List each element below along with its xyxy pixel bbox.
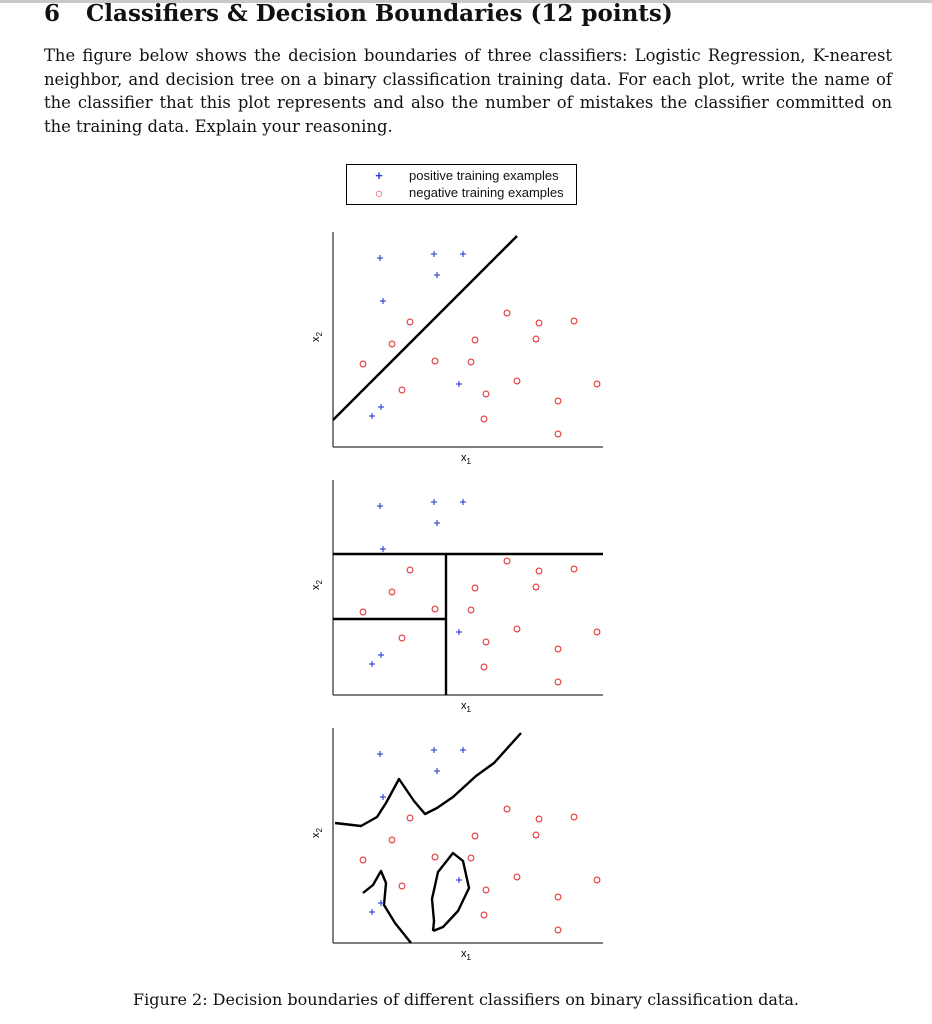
section-heading <box>44 0 673 27</box>
positive-point-1 <box>431 499 437 505</box>
positive-point-3 <box>434 272 440 278</box>
positive-point-4 <box>380 546 386 552</box>
negative-point-3 <box>571 318 577 324</box>
positive-point-6 <box>456 629 462 635</box>
figure-caption-text: Figure 2: Decision boundaries of different classifiers on binary classification data. <box>133 990 799 1009</box>
positive-point-3 <box>434 520 440 526</box>
negative-point-12 <box>594 629 600 635</box>
legend-negative-label: negative training examples <box>409 185 564 200</box>
negative-point-2 <box>536 568 542 574</box>
y-axis-label: $x_2$ <box>310 580 324 590</box>
negative-point-11 <box>514 626 520 632</box>
negative-point-2 <box>536 816 542 822</box>
negative-point-11 <box>514 874 520 880</box>
negative-point-10 <box>399 635 405 641</box>
negative-point-1 <box>504 558 510 564</box>
positive-point-0 <box>377 255 383 261</box>
negative-point-16 <box>555 431 561 437</box>
negative-point-9 <box>468 607 474 613</box>
positive-point-7 <box>369 661 375 667</box>
negative-point-0 <box>407 567 413 573</box>
y-axis-label-subscript: 2 <box>315 332 324 337</box>
negative-point-7 <box>360 361 366 367</box>
negative-point-14 <box>555 646 561 652</box>
negative-point-3 <box>571 814 577 820</box>
negative-point-8 <box>432 606 438 612</box>
legend-positive-label: positive training examples <box>409 168 559 183</box>
negative-point-13 <box>483 391 489 397</box>
section-number: 6 <box>44 0 61 27</box>
positive-point-7 <box>369 909 375 915</box>
negative-point-16 <box>555 927 561 933</box>
negative-point-5 <box>472 337 478 343</box>
negative-point-12 <box>594 877 600 883</box>
negative-point-14 <box>555 398 561 404</box>
x-axis-label: $x_1$ <box>461 948 471 962</box>
positive-point-0 <box>377 503 383 509</box>
positive-point-1 <box>431 251 437 257</box>
negative-point-5 <box>472 833 478 839</box>
negative-point-4 <box>389 341 395 347</box>
negative-point-13 <box>483 887 489 893</box>
negative-point-7 <box>360 857 366 863</box>
negative-point-13 <box>483 639 489 645</box>
x-axis-label: $x_1$ <box>461 452 471 466</box>
negative-point-4 <box>389 837 395 843</box>
negative-point-2 <box>536 320 542 326</box>
positive-point-4 <box>380 794 386 800</box>
negative-point-0 <box>407 319 413 325</box>
negative-point-0 <box>407 815 413 821</box>
negative-point-15 <box>481 912 487 918</box>
plus-marker-icon: + <box>375 168 383 183</box>
positive-point-7 <box>369 413 375 419</box>
negative-point-12 <box>594 381 600 387</box>
positive-point-2 <box>460 747 466 753</box>
positive-point-2 <box>460 499 466 505</box>
positive-point-2 <box>460 251 466 257</box>
negative-point-11 <box>514 378 520 384</box>
negative-point-15 <box>481 416 487 422</box>
decision-boundary-curve-2 <box>432 853 469 931</box>
negative-point-8 <box>432 854 438 860</box>
positive-point-5 <box>378 652 384 658</box>
negative-point-4 <box>389 589 395 595</box>
plot-axis-aligned <box>0 480 932 720</box>
negative-point-6 <box>533 832 539 838</box>
negative-point-1 <box>504 310 510 316</box>
negative-point-10 <box>399 387 405 393</box>
negative-point-6 <box>533 336 539 342</box>
circle-marker-icon: ○ <box>374 185 384 201</box>
positive-point-5 <box>378 404 384 410</box>
positive-point-3 <box>434 768 440 774</box>
plot-linear <box>0 232 932 472</box>
negative-point-1 <box>504 806 510 812</box>
section-title: Classifiers & Decision Boundaries (12 points) <box>86 0 673 27</box>
y-axis-label: $x_2$ <box>310 828 324 838</box>
plot-irregular <box>0 728 932 968</box>
decision-boundary <box>333 236 517 420</box>
negative-point-14 <box>555 894 561 900</box>
question-text: The figure below shows the decision boundaries of three classifiers: Logistic Regression, K-nearest neighbor, and decision tree on a binary classification training data. For each plot, write the name of the classifier that this plot represents and also the number of mistakes the classifier committed on the training data. Explain your reasoning. <box>44 46 892 136</box>
negative-point-15 <box>481 664 487 670</box>
positive-point-4 <box>380 298 386 304</box>
negative-point-7 <box>360 609 366 615</box>
positive-point-6 <box>456 877 462 883</box>
negative-point-8 <box>432 358 438 364</box>
negative-point-9 <box>468 359 474 365</box>
x-axis-label-subscript: 1 <box>466 457 471 466</box>
positive-point-6 <box>456 381 462 387</box>
figure-caption <box>0 990 932 1009</box>
y-axis-label: $x_2$ <box>310 332 324 342</box>
decision-boundary-curve-0 <box>335 733 521 826</box>
positive-point-1 <box>431 747 437 753</box>
x-axis-label-subscript: 1 <box>466 953 471 962</box>
negative-point-3 <box>571 566 577 572</box>
negative-point-9 <box>468 855 474 861</box>
y-axis-label-subscript: 2 <box>315 580 324 585</box>
negative-point-10 <box>399 883 405 889</box>
x-axis-label: $x_1$ <box>461 700 471 714</box>
negative-point-6 <box>533 584 539 590</box>
negative-point-16 <box>555 679 561 685</box>
y-axis-label-subscript: 2 <box>315 828 324 833</box>
legend <box>346 164 577 205</box>
decision-boundary-curve-1 <box>363 871 411 943</box>
negative-point-5 <box>472 585 478 591</box>
positive-point-0 <box>377 751 383 757</box>
x-axis-label-subscript: 1 <box>466 705 471 714</box>
